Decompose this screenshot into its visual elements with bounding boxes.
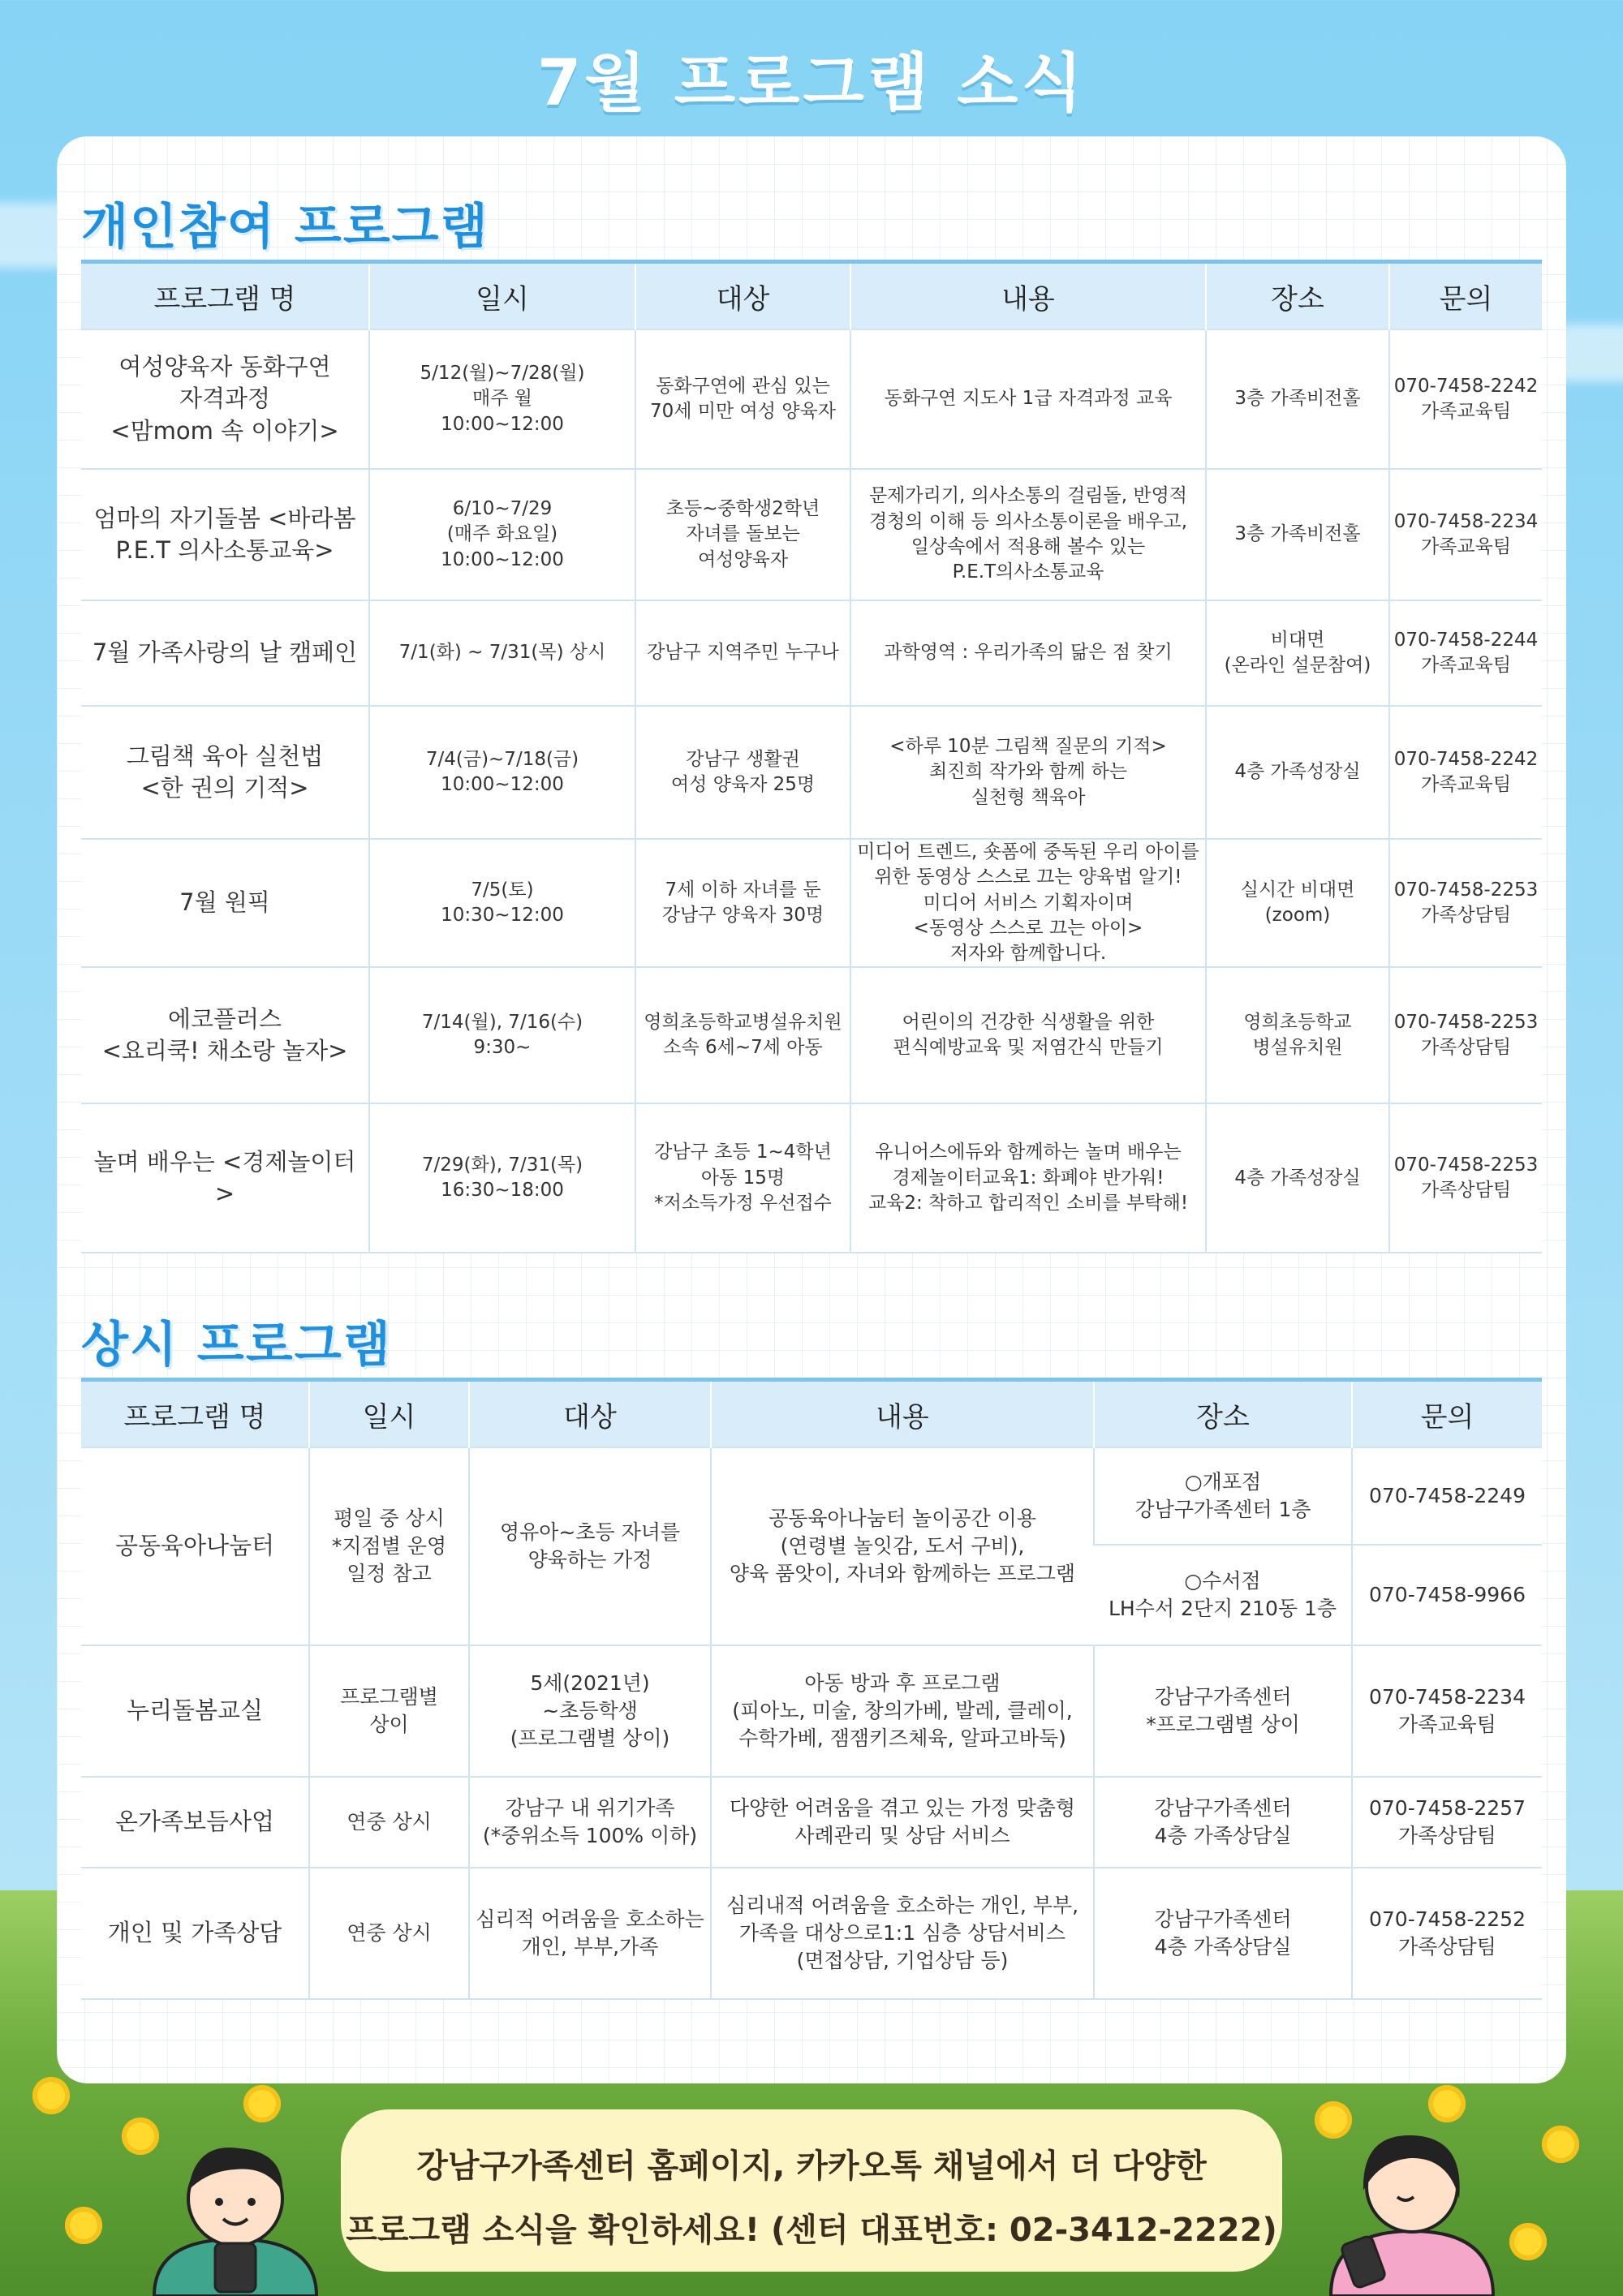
content: 아동 방과 후 프로그램 (피아노, 미술, 창의가베, 발레, 클레이, 수학가베, 잼잼키즈체육, 알파고바둑) bbox=[711, 1645, 1094, 1777]
target: 초등~중학생2학년 자녀를 돌보는 여성양육자 bbox=[635, 469, 850, 600]
content: <하루 10분 그림책 질문의 기적> 최진희 작가와 함께 하는 실천형 책육아 bbox=[850, 706, 1206, 839]
flower-icon bbox=[32, 2077, 70, 2114]
contact: 070-7458-2234 가족교육팀 bbox=[1389, 469, 1542, 600]
table-row bbox=[81, 967, 1542, 1103]
table-row bbox=[81, 706, 1542, 839]
target: 강남구 생활권 여성 양육자 25명 bbox=[635, 706, 850, 839]
column-header: 일시 bbox=[369, 262, 635, 330]
column-header: 장소 bbox=[1206, 262, 1389, 330]
target: 심리적 어려움을 호소하는 개인, 부부,가족 bbox=[469, 1868, 711, 1999]
flower-icon bbox=[65, 2207, 102, 2244]
program-name: 에코플러스 <요리쿡! 채소랑 놀자> bbox=[81, 967, 369, 1103]
program-name: 공동육아나눔터 bbox=[81, 1447, 309, 1645]
place: 강남구가족센터 4층 가족상담실 bbox=[1094, 1777, 1352, 1868]
schedule: 7/4(금)~7/18(금) 10:00~12:00 bbox=[369, 706, 635, 839]
schedule: 평일 중 상시 *지점별 운영 일정 참고 bbox=[309, 1447, 469, 1645]
program-name: 7월 가족사랑의 날 캠페인 bbox=[81, 600, 369, 706]
place: 3층 가족비전홀 bbox=[1206, 469, 1389, 600]
schedule: 5/12(월)~7/28(월) 매주 월 10:00~12:00 bbox=[369, 329, 635, 469]
contact: 070-7458-9966 bbox=[1352, 1545, 1542, 1645]
content: 미디어 트렌드, 숏폼에 중독된 우리 아이를 위한 동영상 스스로 끄는 양육법 알기! 미디어 서비스 기획자이며 <동영상 스스로 끄는 아이> 저자와 함께합니다. bbox=[850, 839, 1206, 967]
target: 강남구 초등 1~4학년 아동 15명 *저소득가정 우선접수 bbox=[635, 1103, 850, 1253]
content: 다양한 어려움을 겪고 있는 가정 맞춤형 사례관리 및 상담 서비스 bbox=[711, 1777, 1094, 1868]
content: 공동육아나눔터 놀이공간 이용 (연령별 놀잇감, 도서 구비), 양육 품앗이, 자녀와 함께하는 프로그램 bbox=[711, 1447, 1094, 1645]
target: 강남구 내 위기가족 (*중위소득 100% 이하) bbox=[469, 1777, 711, 1868]
table-row bbox=[81, 1777, 1542, 1868]
table-row bbox=[81, 839, 1542, 967]
place: 비대면 (온라인 설문참여) bbox=[1206, 600, 1389, 706]
place: 실시간 비대면(zoom) bbox=[1206, 839, 1389, 967]
schedule: 7/5(토) 10:30~12:00 bbox=[369, 839, 635, 967]
program-name: 누리돌봄교실 bbox=[81, 1645, 309, 1777]
contact: 070-7458-2249 bbox=[1352, 1447, 1542, 1545]
place: 3층 가족비전홀 bbox=[1206, 329, 1389, 469]
content: 유니어스에듀와 함께하는 놀며 배우는 경제놀이터교육1: 화폐야 반가워! 교육2: 착하고 합리적인 소비를 부탁해! bbox=[850, 1103, 1206, 1253]
column-header: 대상 bbox=[635, 262, 850, 330]
place: ○개포점 강남구가족센터 1층 bbox=[1094, 1447, 1352, 1545]
boy-with-phone-illustration bbox=[138, 2134, 333, 2296]
schedule: 프로그램별 상이 bbox=[309, 1645, 469, 1777]
flower-icon bbox=[1542, 2126, 1579, 2163]
content: 어린이의 건강한 식생활을 위한 편식예방교육 및 저염간식 만들기 bbox=[850, 967, 1206, 1103]
place: 영희초등학교 병설유치원 bbox=[1206, 967, 1389, 1103]
footer-line: 프로그램 소식을 확인하세요! (센터 대표번호: 02-3412-2222) bbox=[346, 2212, 1277, 2249]
table-row bbox=[81, 329, 1542, 469]
column-header: 프로그램 명 bbox=[81, 1380, 309, 1448]
table-row bbox=[81, 600, 1542, 706]
column-header: 내용 bbox=[711, 1380, 1094, 1448]
contact: 070-7458-2257 가족상담팀 bbox=[1352, 1777, 1542, 1868]
contact: 070-7458-2252 가족상담팀 bbox=[1352, 1868, 1542, 1999]
column-header: 대상 bbox=[469, 1380, 711, 1448]
column-header: 장소 bbox=[1094, 1380, 1352, 1448]
content: 동화구연 지도사 1급 자격과정 교육 bbox=[850, 329, 1206, 469]
program-name: 7월 원픽 bbox=[81, 839, 369, 967]
schedule: 6/10~7/29 (매주 화요일) 10:00~12:00 bbox=[369, 469, 635, 600]
program-name: 그림책 육아 실천법 <한 권의 기적> bbox=[81, 706, 369, 839]
place: 4층 가족성장실 bbox=[1206, 1103, 1389, 1253]
table-row bbox=[81, 1868, 1542, 1999]
contact: 070-7458-2253 가족상담팀 bbox=[1389, 1103, 1542, 1253]
table-row bbox=[81, 1103, 1542, 1253]
target: 5세(2021년) ~초등학생 (프로그램별 상이) bbox=[469, 1645, 711, 1777]
place: 4층 가족성장실 bbox=[1206, 706, 1389, 839]
schedule: 7/1(화) ~ 7/31(목) 상시 bbox=[369, 600, 635, 706]
regular-program-table bbox=[81, 1378, 1542, 2000]
section-title-personal: 개인참여 프로그램 bbox=[81, 199, 489, 256]
contact: 070-7458-2234 가족교육팀 bbox=[1352, 1645, 1542, 1777]
schedule: 연중 상시 bbox=[309, 1777, 469, 1868]
column-header: 프로그램 명 bbox=[81, 262, 369, 330]
program-name: 엄마의 자기돌봄 <바라봄 P.E.T 의사소통교육> bbox=[81, 469, 369, 600]
place: 강남구가족센터 4층 가족상담실 bbox=[1094, 1868, 1352, 1999]
target: 영희초등학교병설유치원 소속 6세~7세 아동 bbox=[635, 967, 850, 1103]
column-header: 일시 bbox=[309, 1380, 469, 1448]
page-title: 7월 프로그램 소식 bbox=[536, 47, 1087, 120]
contact: 070-7458-2253 가족상담팀 bbox=[1389, 839, 1542, 967]
schedule: 7/14(월), 7/16(수) 9:30~ bbox=[369, 967, 635, 1103]
flower-icon bbox=[243, 2085, 281, 2122]
footer-line: 강남구가족센터 홈페이지, 카카오톡 채널에서 더 다양한 bbox=[416, 2148, 1207, 2185]
schedule: 연중 상시 bbox=[309, 1868, 469, 1999]
contact: 070-7458-2253 가족상담팀 bbox=[1389, 967, 1542, 1103]
girl-with-phone-illustration bbox=[1298, 2118, 1509, 2296]
footer-banner bbox=[341, 2109, 1282, 2272]
table-row bbox=[81, 469, 1542, 600]
contact: 070-7458-2242 가족교육팀 bbox=[1389, 706, 1542, 839]
content: 심리내적 어려움을 호소하는 개인, 부부, 가족을 대상으로1:1 심층 상담서비스 (면접상담, 기업상담 등) bbox=[711, 1868, 1094, 1999]
content: 과학영역 : 우리가족의 닮은 점 찾기 bbox=[850, 600, 1206, 706]
column-header: 내용 bbox=[850, 262, 1206, 330]
column-header: 문의 bbox=[1389, 262, 1542, 330]
place: 강남구가족센터 *프로그램별 상이 bbox=[1094, 1645, 1352, 1777]
section-title-regular: 상시 프로그램 bbox=[81, 1317, 392, 1374]
program-name: 개인 및 가족상담 bbox=[81, 1868, 309, 1999]
personal-program-table bbox=[81, 260, 1542, 1253]
content: 문제가리기, 의사소통의 걸림돌, 반영적 경청의 이해 등 의사소통이론을 배우고, 일상속에서 적용해 볼수 있는 P.E.T의사소통교육 bbox=[850, 469, 1206, 600]
target: 강남구 지역주민 누구나 bbox=[635, 600, 850, 706]
program-name: 놀며 배우는 <경제놀이터> bbox=[81, 1103, 369, 1253]
column-header: 문의 bbox=[1352, 1380, 1542, 1448]
table-row bbox=[81, 1447, 1542, 1545]
flower-icon bbox=[1509, 2223, 1547, 2260]
contact: 070-7458-2244 가족교육팀 bbox=[1389, 600, 1542, 706]
program-name: 여성양육자 동화구연 자격과정 <맘mom 속 이야기> bbox=[81, 329, 369, 469]
target: 동화구연에 관심 있는 70세 미만 여성 양육자 bbox=[635, 329, 850, 469]
place: ○수서점 LH수서 2단지 210동 1층 bbox=[1094, 1545, 1352, 1645]
target: 7세 이하 자녀를 둔 강남구 양육자 30명 bbox=[635, 839, 850, 967]
table-row bbox=[81, 1645, 1542, 1777]
target: 영유아~초등 자녀를 양육하는 가정 bbox=[469, 1447, 711, 1645]
schedule: 7/29(화), 7/31(목) 16:30~18:00 bbox=[369, 1103, 635, 1253]
program-name: 온가족보듬사업 bbox=[81, 1777, 309, 1868]
contact: 070-7458-2242 가족교육팀 bbox=[1389, 329, 1542, 469]
